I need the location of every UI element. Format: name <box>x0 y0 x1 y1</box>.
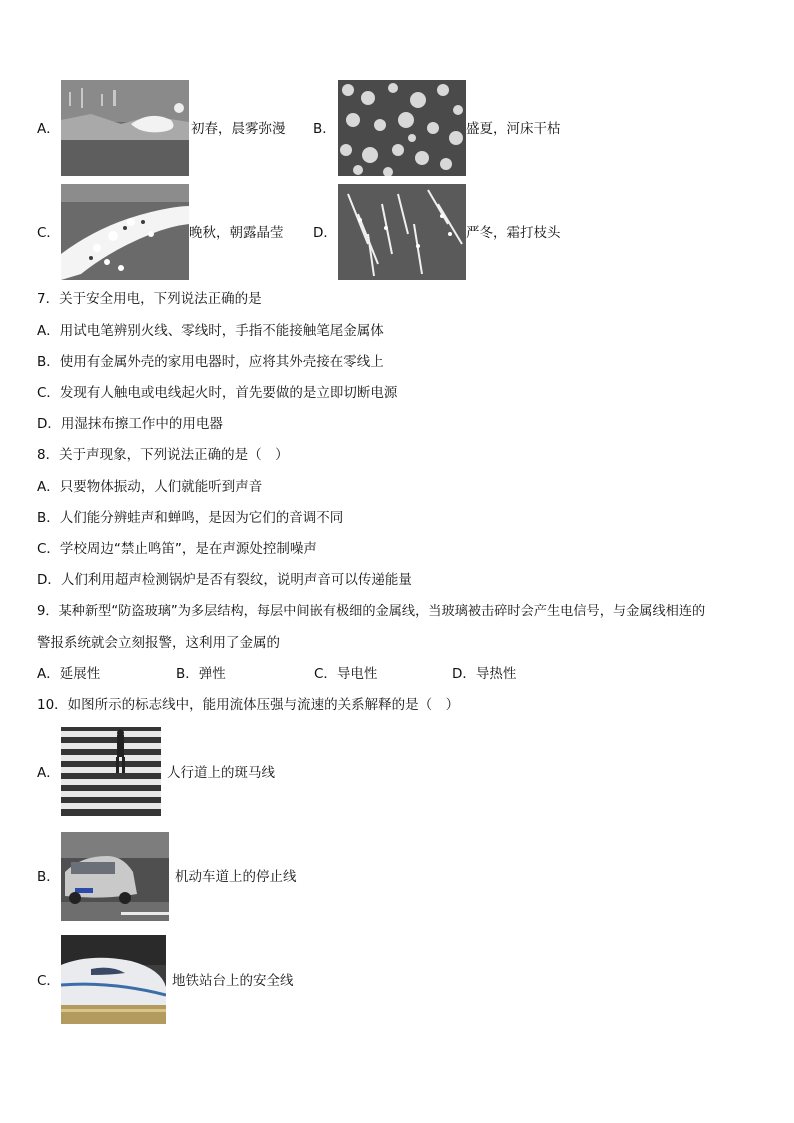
option-letter: C． <box>37 973 60 989</box>
option-caption: 人行道上的斑马线 <box>167 765 275 781</box>
option-d: D．人们利用超声检测锅炉是否有裂纹，说明声音可以传递能量 <box>37 572 412 588</box>
zebra-crossing-photo <box>61 727 161 816</box>
option-caption: 初春，晨雾弥漫 <box>191 121 286 137</box>
option-letter: A． <box>37 765 60 781</box>
option-d: D．用湿抹布擦工作中的用电器 <box>37 416 223 432</box>
option-a: A．用试电笔辨别火线、零线时，手指不能接触笔尾金属体 <box>37 323 384 339</box>
question-stem: 7．关于安全用电，下列说法正确的是 <box>37 291 262 307</box>
option-caption: 晚秋，朝露晶莹 <box>189 225 284 241</box>
option-caption: 盛夏，河床干枯 <box>466 121 561 137</box>
dry-riverbed-photo <box>338 80 466 176</box>
option-a: A．延展性 <box>37 666 101 682</box>
option-c: C．发现有人触电或电线起火时，首先要做的是立即切断电源 <box>37 385 398 401</box>
option-caption: 地铁站台上的安全线 <box>172 973 294 989</box>
option-b: B．使用有金属外壳的家用电器时，应将其外壳接在零线上 <box>37 354 384 370</box>
option-caption: 严冬，霜打枝头 <box>466 225 561 241</box>
question-stem: 10．如图所示的标志线中，能用流体压强与流速的关系解释的是（ ） <box>37 697 460 713</box>
option-letter: C． <box>37 225 60 241</box>
question-stem-line-1: 9．某种新型“防盗玻璃”为多层结构，每层中间嵌有极细的金属线，当玻璃被击碎时会产生电信号，与金属线相连的 <box>37 604 706 619</box>
option-letter: A． <box>37 121 60 137</box>
dew-photo <box>61 184 189 280</box>
option-caption: 机动车道上的停止线 <box>175 869 297 885</box>
option-a: A．只要物体振动，人们就能听到声音 <box>37 479 263 495</box>
option-d: D．导热性 <box>452 666 517 682</box>
option-c: C．导电性 <box>314 666 378 682</box>
option-letter: D． <box>313 225 337 241</box>
option-c: C．学校周边“禁止鸣笛”，是在声源处控制噪声 <box>37 541 317 557</box>
option-letter: B． <box>313 121 336 137</box>
question-stem: 8．关于声现象，下列说法正确的是（ ） <box>37 447 289 463</box>
option-b: B．人们能分辨蛙声和蝉鸣，是因为它们的音调不同 <box>37 510 344 526</box>
frost-photo <box>338 184 466 280</box>
train-platform-photo <box>61 935 166 1024</box>
option-b: B．弹性 <box>176 666 226 682</box>
fog-photo <box>61 80 189 176</box>
question-stem-line-2: 警报系统就会立刻报警，这利用了金属的 <box>37 635 280 651</box>
option-letter: B． <box>37 869 60 885</box>
car-stop-line-photo <box>61 832 169 921</box>
